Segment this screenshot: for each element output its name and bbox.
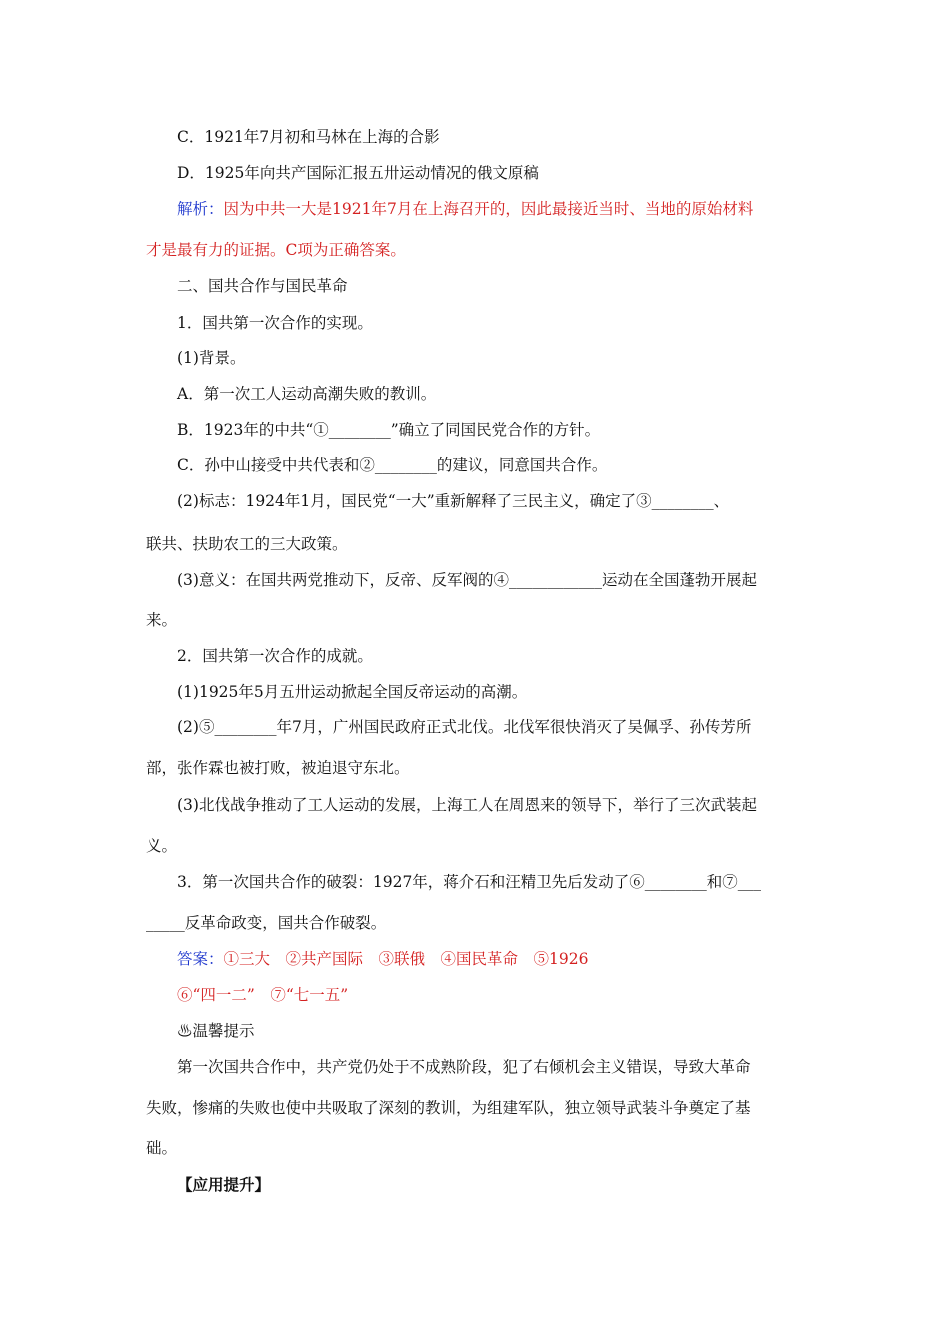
section-heading: 二、国共合作与国民革命 [177,277,348,295]
point-1-c: C．孙中山接受中共代表和②________的建议，同意国共合作。 [177,456,608,474]
point-1-a: A．第一次工人运动高潮失败的教训。 [177,385,437,403]
analysis-line-2: 才是最有力的证据。C项为正确答案。 [146,241,406,259]
point-3-line-2: _____反革命政变，国共合作破裂。 [146,914,387,932]
point-2-2-line-2: 部，张作霖也被打败，被迫退守东北。 [146,759,410,777]
point-2-3-line-2: 义。 [146,837,178,855]
point-1-background: (1)背景。 [177,349,246,367]
point-1-b: B．1923年的中共“①________”确立了同国民党合作的方针。 [177,421,601,439]
option-d: D．1925年向共产国际汇报五卅运动情况的俄文原稿 [177,164,539,182]
tip-line-2: 失败，惨痛的失败也使中共吸取了深刻的教训，为组建军队，独立领导武装斗争奠定了基 [146,1099,751,1117]
option-c: C．1921年7月初和马林在上海的合影 [177,128,440,146]
answer-line-2: ⑥“四一二” ⑦“七一五” [177,986,349,1004]
point-1-sign-line-2: 联共、扶助农工的三大政策。 [146,535,348,553]
tip-title: 温馨提示 [192,1022,255,1040]
point-1-title: 1．国共第一次合作的实现。 [177,314,373,332]
answer-label: 答案： [177,950,224,968]
analysis-text-1: 因为中共一大是1921年7月在上海召开的，因此最接近当时、当地的原始材料 [223,200,754,218]
application-heading: 【应用提升】 [177,1175,271,1194]
tip-line-3: 础。 [146,1139,178,1157]
point-2-1: (1)1925年5月五卅运动掀起全国反帝运动的高潮。 [177,683,528,701]
point-1-meaning-line-2: 来。 [146,611,178,629]
point-2-2-line-1: (2)⑤________年7月，广州国民政府正式北伐。北伐军很快消灭了吴佩孚、孙传芳所 [177,718,752,736]
point-3-line-1: 3．第一次国共合作的破裂：1927年，蒋介石和汪精卫先后发动了⑥________和⑦___ [177,873,762,891]
tip-line-1: 第一次国共合作中，共产党仍处于不成熟阶段，犯了右倾机会主义错误，导致大革命 [177,1058,751,1076]
tip-heading [177,1021,807,1041]
answer-line-1 [177,949,807,969]
point-1-meaning-line-1: (3)意义：在国共两党推动下，反帝、反军阀的④____________运动在全国蓬勃开展起 [177,571,757,589]
analysis-line-1 [177,199,807,219]
analysis-label: 解析： [177,200,224,218]
point-2-title: 2．国共第一次合作的成就。 [177,647,373,665]
point-2-3-line-1: (3)北伐战争推动了工人运动的发展，上海工人在周恩来的领导下，举行了三次武装起 [177,796,757,814]
answer-text-1: ①三大 ②共产国际 ③联俄 ④国民革命 ⑤1926 [223,950,589,968]
point-1-sign-line-1: (2)标志：1924年1月，国民党“一大”重新解释了三民主义，确定了③________、 [177,492,730,510]
hot-spring-icon: ♨ [177,1022,193,1040]
